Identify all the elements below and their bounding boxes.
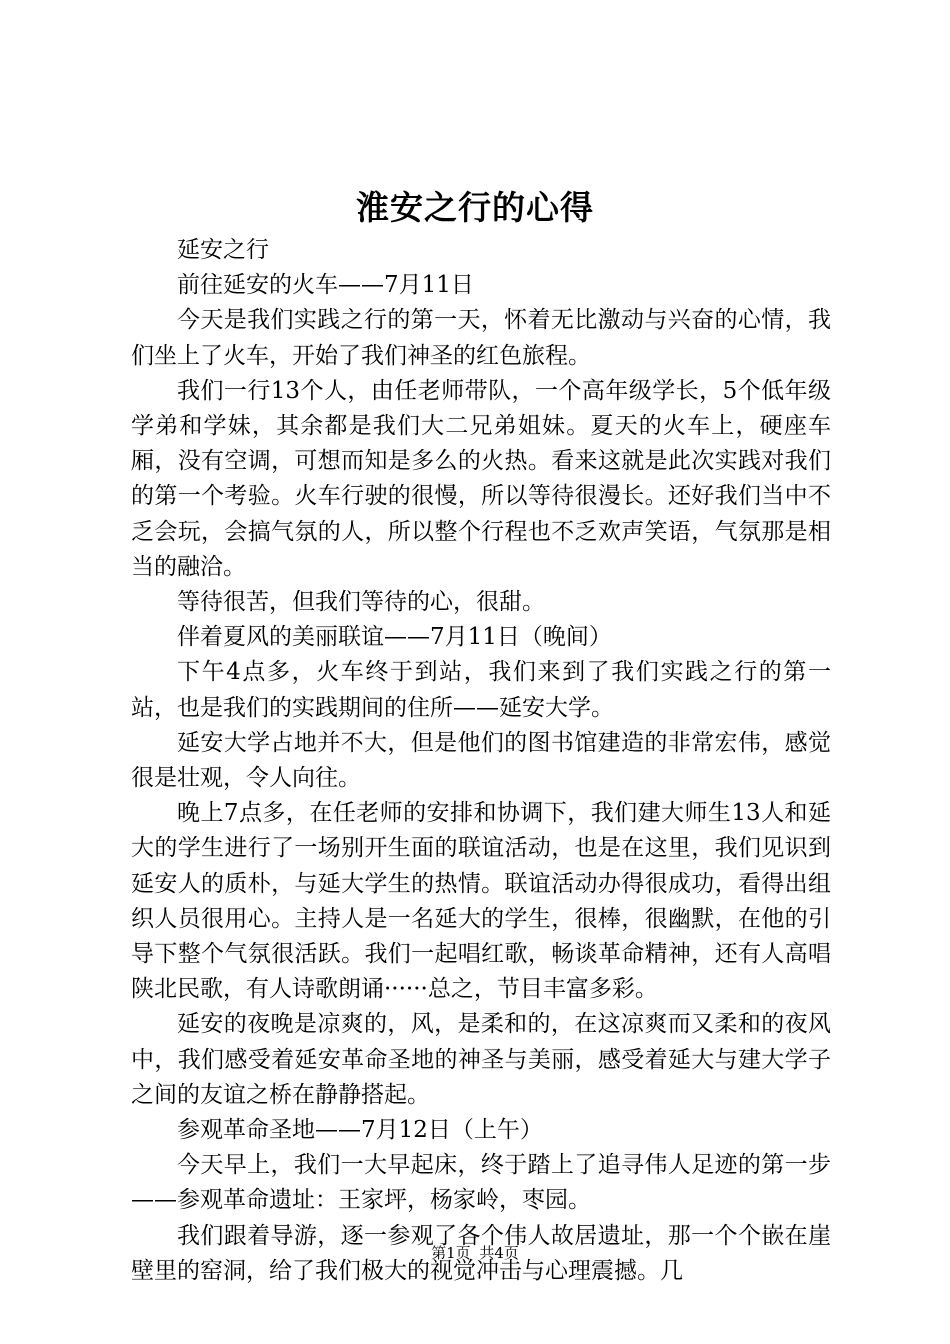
page-number: 第1页: [431, 1244, 471, 1262]
document-title: 淮安之行的心得: [356, 188, 594, 227]
paragraph: 我们跟着导游，逐一参观了各个伟人故居遗址，那一个个嵌在崖壁里的窑洞，给了我们极大的视觉冲击与心理震撼。几: [131, 1222, 831, 1284]
page-total: 共4页: [479, 1244, 519, 1262]
paragraph: 我们一行13个人，由任老师带队，一个高年级学长，5个低年级学弟和学妹，其余都是我们大二兄弟姐妹。夏天的火车上，硬座车厢，没有空调，可想而知是多么的火热。看来这就是此次实践对我们的第一个考验。火车行驶的很慢，所以等待很漫长。还好我们当中不乏会玩，会搞气氛的人，所以整个行程也不乏欢声笑语，气氛那是相当的融洽。: [131, 377, 831, 580]
paragraph: 下午4点多，火车终于到站，我们来到了我们实践之行的第一站，也是我们的实践期间的住所——延安大学。: [131, 659, 831, 721]
paragraph: 参观革命圣地——7月12日（上午）: [177, 1117, 543, 1144]
paragraph: 前往延安的火车——7月11日: [177, 272, 474, 299]
paragraph: 伴着夏风的美丽联谊——7月11日（晚间）: [177, 624, 612, 651]
page-footer: [0, 1243, 950, 1263]
document-body: [131, 233, 831, 1289]
paragraph: 延安的夜晚是凉爽的，风，是柔和的，在这凉爽而又柔和的夜风中，我们感受着延安革命圣地的神圣与美丽，感受着延大与建大学子之间的友谊之桥在静静搭起。: [131, 1011, 831, 1108]
paragraph: 等待很苦，但我们等待的心，很甜。: [177, 589, 545, 616]
paragraph: 延安之行: [177, 237, 269, 263]
paragraph: 今天是我们实践之行的第一天，怀着无比激动与兴奋的心情，我们坐上了火车，开始了我们神圣的红色旅程。: [131, 307, 831, 369]
paragraph: 延安大学占地并不大，但是他们的图书馆建造的非常宏伟，感觉很是壮观，令人向往。: [131, 729, 831, 792]
paragraph: 今天早上，我们一大早起床，终于踏上了追寻伟人足迹的第一步——参观革命遗址：王家坪，杨家岭，枣园。: [131, 1152, 831, 1214]
paragraph: 晚上7点多，在任老师的安排和协调下，我们建大师生13人和延大的学生进行了一场别开生面的联谊活动，也是在这里，我们见识到延安人的质朴，与延大学生的热情。联谊活动办得很成功，看得出组织人员很用心。主持人是一名延大的学生，很棒，很幽默，在他的引导下整个气氛很活跃。我们一起唱红歌，畅谈革命精神，还有人高唱陕北民歌，有人诗歌朗诵······总之，节目丰富多彩。: [131, 800, 831, 1003]
